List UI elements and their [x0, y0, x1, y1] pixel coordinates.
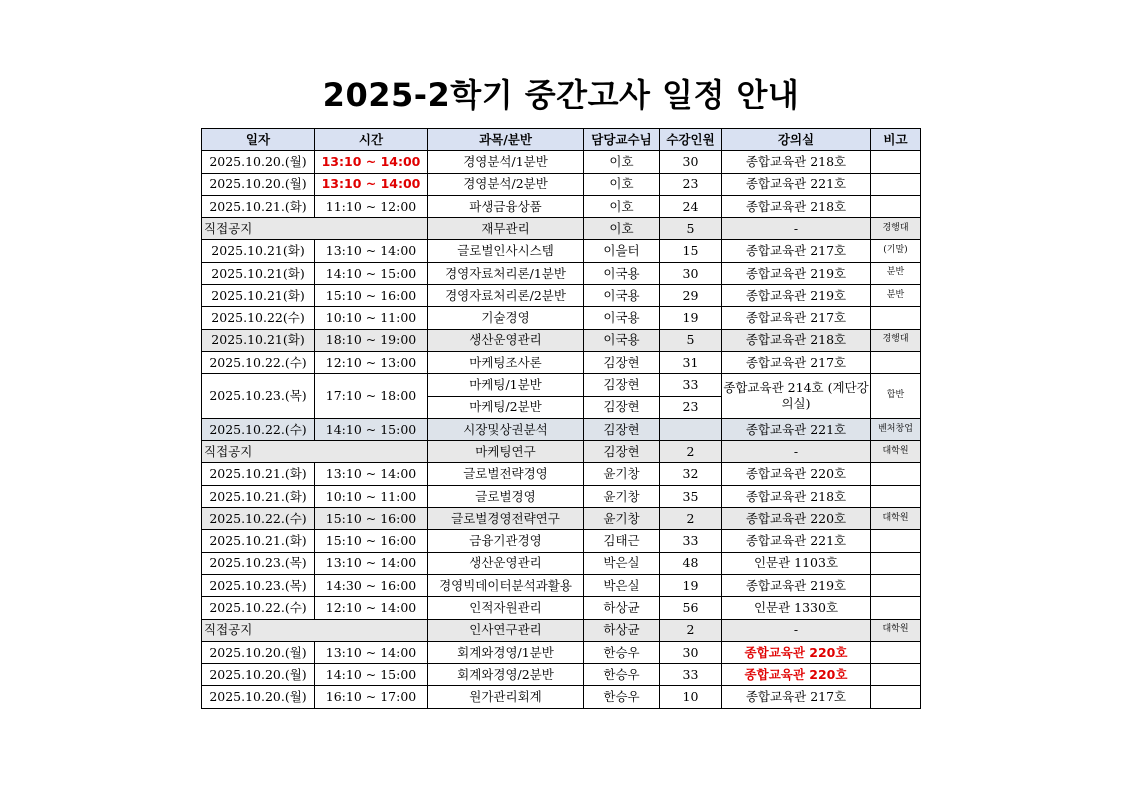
exam-schedule-table — [201, 128, 921, 709]
date-cell: 2025.10.23.(목) — [202, 552, 315, 574]
room-cell: 종합교육관 220호 — [722, 664, 871, 686]
subject-cell: 경영분석/2분반 — [428, 173, 584, 195]
table-row — [202, 619, 921, 641]
page-title: 2025-2학기 중간고사 일정 안내 — [322, 76, 800, 114]
professor-cell: 김장현 — [584, 441, 660, 463]
table-row — [202, 597, 921, 619]
date-cell: 2025.10.21.(화) — [202, 195, 315, 217]
table-row — [202, 240, 921, 262]
date-cell: 2025.10.22(수) — [202, 307, 315, 329]
subject-cell: 마케팅연구 — [428, 441, 584, 463]
table-row — [202, 307, 921, 329]
note-cell — [871, 463, 921, 485]
date-cell: 직접공지 — [202, 619, 428, 641]
room-cell: 종합교육관 219호 — [722, 285, 871, 307]
enrollment-cell: 2 — [660, 508, 722, 530]
date-cell: 2025.10.21(화) — [202, 240, 315, 262]
enrollment-cell: 5 — [660, 329, 722, 351]
date-cell: 2025.10.21.(화) — [202, 530, 315, 552]
table-row — [202, 530, 921, 552]
time-cell: 17:10 ~ 18:00 — [315, 374, 428, 419]
enrollment-cell: 24 — [660, 195, 722, 217]
subject-cell: 회계와경영/1분반 — [428, 641, 584, 663]
table-row — [202, 329, 921, 351]
room-cell: 종합교육관 221호 — [722, 418, 871, 440]
note-cell: 대학원 — [871, 508, 921, 530]
time-cell: 13:10 ~ 14:00 — [315, 641, 428, 663]
room-cell: 종합교육관 219호 — [722, 262, 871, 284]
date-cell: 2025.10.21(화) — [202, 329, 315, 351]
professor-cell: 한승우 — [584, 664, 660, 686]
subject-cell: 생산운영관리 — [428, 552, 584, 574]
subject-cell: 인적자원관리 — [428, 597, 584, 619]
note-cell — [871, 574, 921, 596]
table-row — [202, 441, 921, 463]
date-cell: 직접공지 — [202, 218, 428, 240]
room-cell: 인문관 1103호 — [722, 552, 871, 574]
enrollment-cell: 23 — [660, 173, 722, 195]
subject-cell: 시장및상권분석 — [428, 418, 584, 440]
date-cell: 2025.10.22.(수) — [202, 418, 315, 440]
note-cell — [871, 485, 921, 507]
enrollment-cell — [660, 418, 722, 440]
room-cell: - — [722, 619, 871, 641]
time-cell: 12:10 ~ 14:00 — [315, 597, 428, 619]
table-row — [202, 641, 921, 663]
table-row — [202, 574, 921, 596]
subject-cell: 재무관리 — [428, 218, 584, 240]
enrollment-cell: 33 — [660, 664, 722, 686]
professor-cell: 이국용 — [584, 307, 660, 329]
date-cell: 2025.10.21.(화) — [202, 485, 315, 507]
professor-cell: 하상균 — [584, 597, 660, 619]
enrollment-cell: 30 — [660, 151, 722, 173]
note-cell — [871, 552, 921, 574]
subject-cell: 파생금융상품 — [428, 195, 584, 217]
room-cell: 종합교육관 221호 — [722, 530, 871, 552]
professor-cell: 김장현 — [584, 351, 660, 373]
subject-cell: 글로벌인사시스템 — [428, 240, 584, 262]
enrollment-cell: 48 — [660, 552, 722, 574]
subject-cell: 경영자료처리론/1분반 — [428, 262, 584, 284]
professor-cell: 김장현 — [584, 374, 660, 396]
table-row — [202, 351, 921, 373]
subject-cell: 글로벌경영전략연구 — [428, 508, 584, 530]
subject-cell: 글로벌경영 — [428, 485, 584, 507]
room-cell: - — [722, 218, 871, 240]
time-cell: 12:10 ~ 13:00 — [315, 351, 428, 373]
room-cell: 종합교육관 217호 — [722, 351, 871, 373]
time-cell: 13:10 ~ 14:00 — [315, 552, 428, 574]
header-room: 강의실 — [722, 129, 871, 151]
professor-cell: 하상균 — [584, 619, 660, 641]
note-cell: 대학원 — [871, 619, 921, 641]
room-cell: 종합교육관 220호 — [722, 508, 871, 530]
note-cell — [871, 173, 921, 195]
enrollment-cell: 19 — [660, 307, 722, 329]
professor-cell: 윤기창 — [584, 485, 660, 507]
date-cell: 2025.10.21.(화) — [202, 463, 315, 485]
subject-cell: 마케팅조사론 — [428, 351, 584, 373]
room-cell: 종합교육관 218호 — [722, 195, 871, 217]
date-cell: 2025.10.20.(월) — [202, 664, 315, 686]
note-cell — [871, 307, 921, 329]
professor-cell: 이국용 — [584, 285, 660, 307]
date-cell: 2025.10.22.(수) — [202, 508, 315, 530]
note-cell — [871, 530, 921, 552]
enrollment-cell: 31 — [660, 351, 722, 373]
room-cell: 종합교육관 214호 (계단강의실) — [722, 374, 871, 419]
table-row — [202, 173, 921, 195]
header-date: 일자 — [202, 129, 315, 151]
subject-cell: 원가관리회계 — [428, 686, 584, 708]
time-cell: 13:10 ~ 14:00 — [315, 463, 428, 485]
time-cell: 18:10 ~ 19:00 — [315, 329, 428, 351]
time-cell: 13:10 ~ 14:00 — [315, 151, 428, 173]
table-row — [202, 418, 921, 440]
enrollment-cell: 23 — [660, 396, 722, 418]
subject-cell: 생산운영관리 — [428, 329, 584, 351]
subject-cell: 마케팅/2분반 — [428, 396, 584, 418]
professor-cell: 윤기창 — [584, 463, 660, 485]
header-note: 비고 — [871, 129, 921, 151]
professor-cell: 김장현 — [584, 418, 660, 440]
header-time: 시간 — [315, 129, 428, 151]
room-cell: 인문관 1330호 — [722, 597, 871, 619]
note-cell — [871, 597, 921, 619]
enrollment-cell: 2 — [660, 619, 722, 641]
enrollment-cell: 10 — [660, 686, 722, 708]
date-cell: 2025.10.20.(월) — [202, 641, 315, 663]
enrollment-cell: 5 — [660, 218, 722, 240]
note-cell — [871, 641, 921, 663]
note-cell: 대학원 — [871, 441, 921, 463]
room-cell: 종합교육관 218호 — [722, 329, 871, 351]
table-row — [202, 463, 921, 485]
time-cell: 14:10 ~ 15:00 — [315, 664, 428, 686]
room-cell: 종합교육관 218호 — [722, 151, 871, 173]
professor-cell: 이호 — [584, 173, 660, 195]
subject-cell: 경영빅데이터분석과활용 — [428, 574, 584, 596]
date-cell: 2025.10.23.(목) — [202, 374, 315, 419]
room-cell: 종합교육관 218호 — [722, 485, 871, 507]
time-cell: 11:10 ~ 12:00 — [315, 195, 428, 217]
subject-cell: 기술경영 — [428, 307, 584, 329]
professor-cell: 한승우 — [584, 686, 660, 708]
header-professor: 담당교수님 — [584, 129, 660, 151]
time-cell: 14:30 ~ 16:00 — [315, 574, 428, 596]
professor-cell: 이호 — [584, 151, 660, 173]
note-cell: 경행대 — [871, 218, 921, 240]
note-cell: 벤처창업 — [871, 418, 921, 440]
note-cell — [871, 686, 921, 708]
date-cell: 2025.10.20.(월) — [202, 686, 315, 708]
time-cell: 10:10 ~ 11:00 — [315, 485, 428, 507]
professor-cell: 이호 — [584, 195, 660, 217]
room-cell: 종합교육관 219호 — [722, 574, 871, 596]
time-cell: 13:10 ~ 14:00 — [315, 240, 428, 262]
note-cell — [871, 664, 921, 686]
date-cell: 2025.10.23.(목) — [202, 574, 315, 596]
note-cell: 경행대 — [871, 329, 921, 351]
subject-cell: 마케팅/1분반 — [428, 374, 584, 396]
room-cell: - — [722, 441, 871, 463]
professor-cell: 김장현 — [584, 396, 660, 418]
table-row — [202, 285, 921, 307]
enrollment-cell: 32 — [660, 463, 722, 485]
subject-cell: 글로벌전략경영 — [428, 463, 584, 485]
table-row — [202, 552, 921, 574]
professor-cell: 이국용 — [584, 329, 660, 351]
subject-cell: 인사연구관리 — [428, 619, 584, 641]
note-cell: 합반 — [871, 374, 921, 419]
subject-cell: 경영자료처리론/2분반 — [428, 285, 584, 307]
date-cell: 직접공지 — [202, 441, 428, 463]
enrollment-cell: 33 — [660, 374, 722, 396]
room-cell: 종합교육관 221호 — [722, 173, 871, 195]
time-cell: 15:10 ~ 16:00 — [315, 285, 428, 307]
time-cell: 13:10 ~ 14:00 — [315, 173, 428, 195]
note-cell: 분반 — [871, 262, 921, 284]
enrollment-cell: 30 — [660, 641, 722, 663]
enrollment-cell: 30 — [660, 262, 722, 284]
table-row — [202, 151, 921, 173]
enrollment-cell: 19 — [660, 574, 722, 596]
subject-cell: 금융기관경영 — [428, 530, 584, 552]
room-cell: 종합교육관 220호 — [722, 463, 871, 485]
table-row — [202, 485, 921, 507]
enrollment-cell: 56 — [660, 597, 722, 619]
note-cell — [871, 351, 921, 373]
time-cell: 15:10 ~ 16:00 — [315, 530, 428, 552]
professor-cell: 한승우 — [584, 641, 660, 663]
professor-cell: 윤기창 — [584, 508, 660, 530]
date-cell: 2025.10.20.(월) — [202, 151, 315, 173]
enrollment-cell: 2 — [660, 441, 722, 463]
header-enrollment: 수강인원 — [660, 129, 722, 151]
note-cell — [871, 151, 921, 173]
table-row — [202, 664, 921, 686]
professor-cell: 이호 — [584, 218, 660, 240]
note-cell: (기말) — [871, 240, 921, 262]
header-row — [202, 129, 921, 151]
table-row — [202, 195, 921, 217]
enrollment-cell: 35 — [660, 485, 722, 507]
note-cell: 분반 — [871, 285, 921, 307]
table-row — [202, 262, 921, 284]
professor-cell: 이을터 — [584, 240, 660, 262]
date-cell: 2025.10.20.(월) — [202, 173, 315, 195]
subject-cell: 회계와경영/2분반 — [428, 664, 584, 686]
enrollment-cell: 15 — [660, 240, 722, 262]
date-cell: 2025.10.21(화) — [202, 262, 315, 284]
date-cell: 2025.10.21(화) — [202, 285, 315, 307]
professor-cell: 김태근 — [584, 530, 660, 552]
table-row — [202, 374, 921, 396]
room-cell: 종합교육관 217호 — [722, 240, 871, 262]
professor-cell: 이국용 — [584, 262, 660, 284]
enrollment-cell: 33 — [660, 530, 722, 552]
enrollment-cell: 29 — [660, 285, 722, 307]
date-cell: 2025.10.22.(수) — [202, 351, 315, 373]
room-cell: 종합교육관 217호 — [722, 686, 871, 708]
date-cell: 2025.10.22.(수) — [202, 597, 315, 619]
table-row — [202, 686, 921, 708]
time-cell: 14:10 ~ 15:00 — [315, 418, 428, 440]
header-subject: 과목/분반 — [428, 129, 584, 151]
professor-cell: 박은실 — [584, 574, 660, 596]
time-cell: 16:10 ~ 17:00 — [315, 686, 428, 708]
subject-cell: 경영분석/1분반 — [428, 151, 584, 173]
time-cell: 14:10 ~ 15:00 — [315, 262, 428, 284]
table-row — [202, 218, 921, 240]
table-row — [202, 508, 921, 530]
time-cell: 10:10 ~ 11:00 — [315, 307, 428, 329]
time-cell: 15:10 ~ 16:00 — [315, 508, 428, 530]
note-cell — [871, 195, 921, 217]
room-cell: 종합교육관 217호 — [722, 307, 871, 329]
professor-cell: 박은실 — [584, 552, 660, 574]
room-cell: 종합교육관 220호 — [722, 641, 871, 663]
